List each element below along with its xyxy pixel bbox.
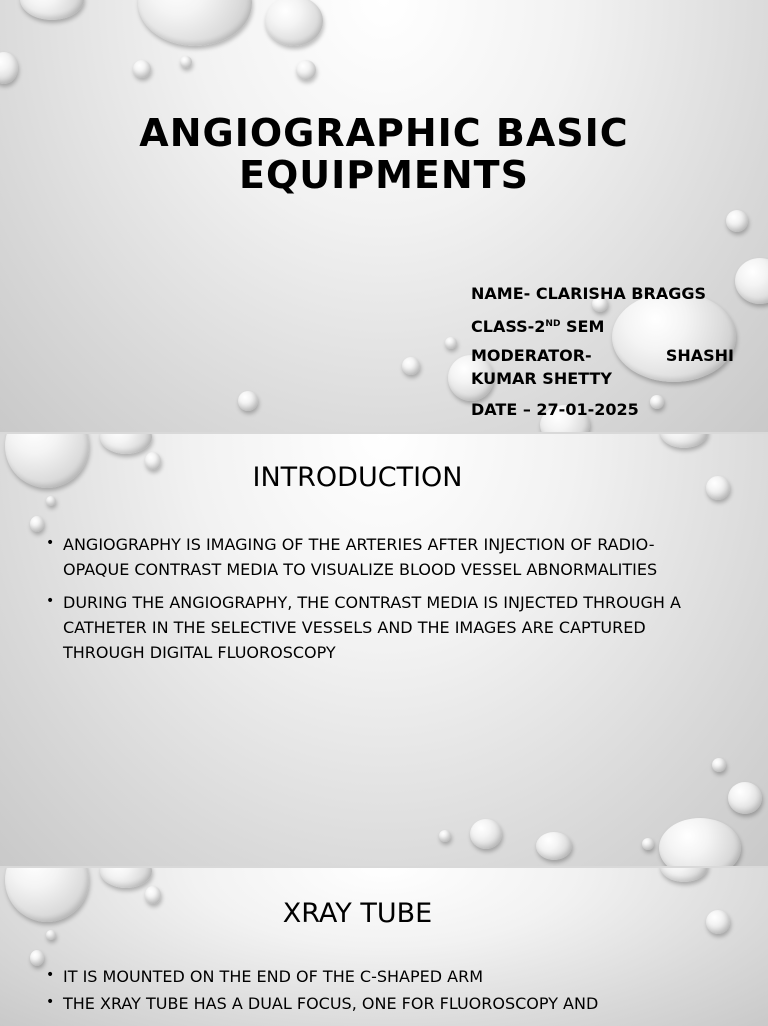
- water-drop: [100, 434, 152, 454]
- water-drop: [735, 258, 768, 304]
- water-drop: [30, 516, 44, 532]
- water-drop: [265, 0, 323, 46]
- water-drop: [296, 60, 316, 80]
- moderator-label: MODERATOR-: [471, 346, 592, 365]
- water-drop: [439, 830, 451, 842]
- water-drop: [133, 60, 151, 78]
- water-drop: [138, 0, 252, 46]
- water-drop: [536, 832, 572, 860]
- class-prefix: CLASS-2: [471, 317, 546, 336]
- water-drop: [470, 819, 502, 849]
- moderator-line: [471, 344, 734, 367]
- water-drop: [20, 0, 84, 20]
- presenter-name: NAME- CLARISHA BRAGGS: [471, 284, 706, 303]
- water-drop: [180, 56, 192, 68]
- water-drop: [712, 758, 726, 772]
- slide-heading: INTRODUCTION: [252, 462, 463, 493]
- moderator-first-name: SHASHI: [665, 346, 734, 365]
- bullet-list: [40, 964, 700, 1024]
- bullet-list: [40, 532, 700, 673]
- water-drop: [728, 782, 762, 814]
- water-drop: [46, 496, 56, 506]
- water-drop: [659, 818, 741, 866]
- moderator-info: [471, 344, 734, 390]
- xray-tube-slide: [0, 868, 768, 1026]
- presentation-date: DATE – 27-01-2025: [471, 400, 639, 419]
- water-drop: [642, 838, 654, 850]
- bullet-item: • IT IS MOUNTED ON THE END OF THE C-SHAPED ARM: [40, 964, 700, 989]
- water-drop: [100, 868, 152, 888]
- introduction-slide: [0, 434, 768, 866]
- title-slide: [0, 0, 768, 432]
- water-drop: [46, 930, 56, 940]
- class-suffix: SEM: [560, 317, 605, 336]
- water-drop: [238, 391, 258, 411]
- moderator-rest-name: KUMAR SHETTY: [471, 369, 612, 388]
- bullet-item: • THE XRAY TUBE HAS A DUAL FOCUS, ONE FOR FLUOROSCOPY AND: [40, 991, 700, 1016]
- class-info: [471, 313, 734, 338]
- slide-heading: XRAY TUBE: [282, 898, 433, 929]
- water-drop: [0, 52, 18, 84]
- water-drop: [726, 210, 748, 232]
- water-drop: [402, 357, 420, 375]
- water-drop: [445, 337, 457, 349]
- bullet-item: • DURING THE ANGIOGRAPHY, THE CONTRAST MEDIA IS INJECTED THROUGH A CATHETER IN THE SELECTIVE VESSELS AND THE IMAGES ARE CAPTURED THROUGH DIGITAL FLUOROSCOPY: [40, 590, 700, 665]
- class-superscript: ND: [545, 319, 561, 329]
- water-drop: [660, 868, 708, 882]
- bullet-item: • ANGIOGRAPHY IS IMAGING OF THE ARTERIES AFTER INJECTION OF RADIO-OPAQUE CONTRAST MEDIA TO VISUALIZE BLOOD VESSEL ABNORMALITIES: [40, 532, 700, 582]
- presentation-title: ANGIOGRAPHIC BASIC EQUIPMENTS: [139, 111, 629, 197]
- water-drop: [660, 434, 708, 448]
